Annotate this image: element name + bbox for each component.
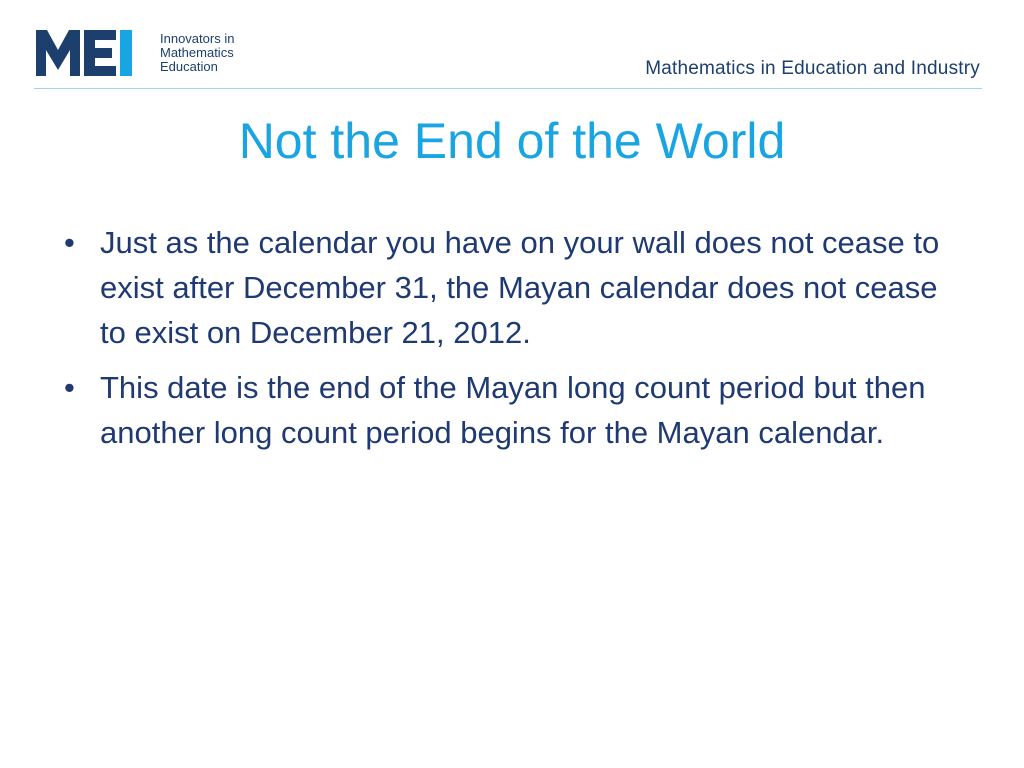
bullet-text: Just as the calendar you have on your wall does not cease to exist after December 31, the Mayan calendar does not cease to exist on December 21, 2012. bbox=[100, 225, 940, 350]
bullet-item bbox=[60, 365, 970, 455]
header-divider bbox=[34, 88, 982, 89]
mei-logo-mark bbox=[36, 30, 152, 76]
slide-header bbox=[0, 0, 1024, 92]
bullet-list bbox=[60, 220, 970, 465]
logo-line-1: Innovators in bbox=[160, 31, 235, 46]
bullet-icon: • bbox=[64, 225, 75, 260]
slide-title: Not the End of the World bbox=[238, 113, 786, 169]
tagline: Mathematics in Education and Industry bbox=[645, 58, 980, 79]
bullet-text: This date is the end of the Mayan long count period but then another long count period begins for the Mayan calendar. bbox=[100, 370, 926, 450]
bullet-item bbox=[60, 220, 970, 355]
mei-logo bbox=[36, 30, 234, 76]
logo-line-3: Education bbox=[160, 59, 218, 74]
logo-text bbox=[160, 32, 234, 74]
logo-line-2: Mathematics bbox=[160, 45, 234, 60]
bullet-icon: • bbox=[64, 370, 75, 405]
